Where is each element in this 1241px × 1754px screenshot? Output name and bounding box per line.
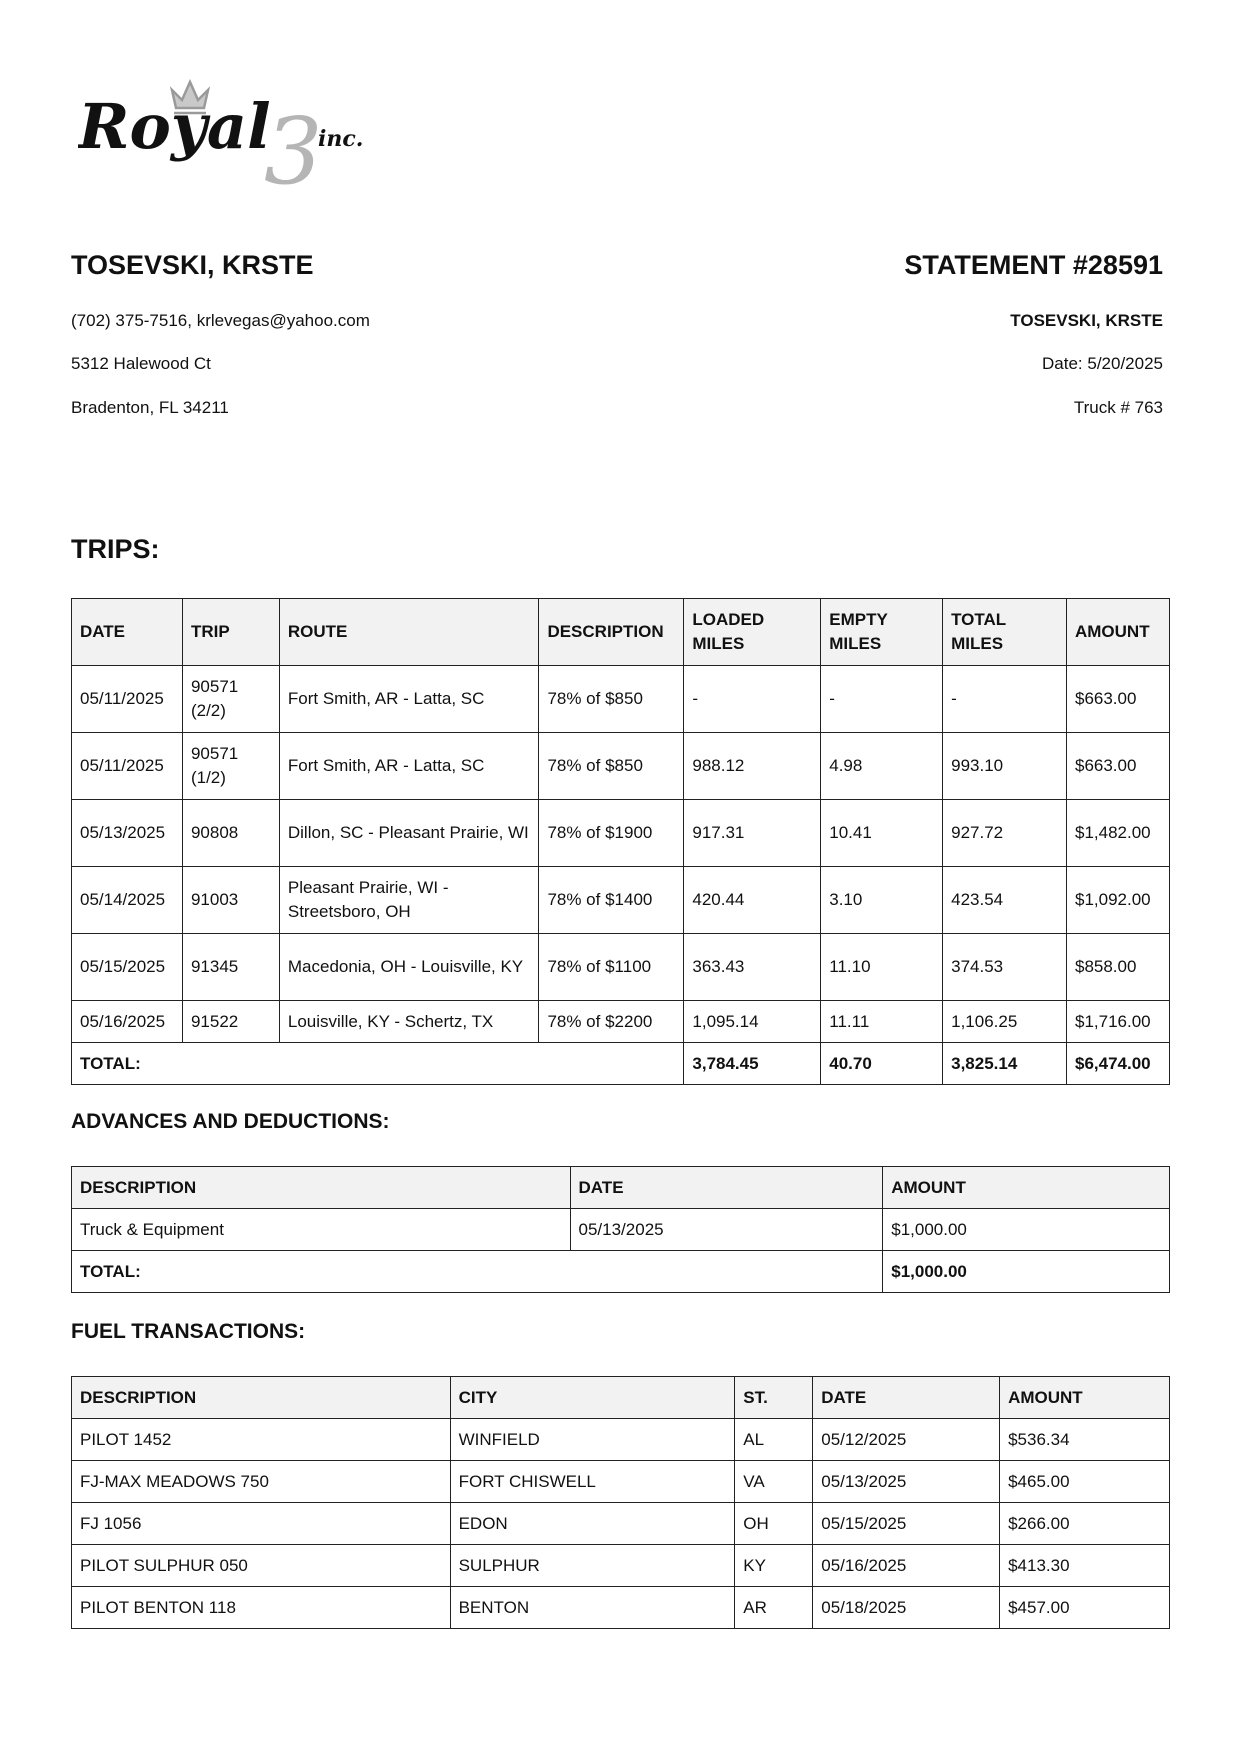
total-miles: 3,825.14 <box>943 1043 1067 1085</box>
cell: 927.72 <box>943 800 1067 867</box>
total-label: TOTAL: <box>72 1043 684 1085</box>
col-route: ROUTE <box>279 599 539 666</box>
table-row <box>72 1419 1170 1461</box>
cell: 91345 <box>182 934 279 1001</box>
cell: KY <box>735 1545 813 1587</box>
cell: FJ-MAX MEADOWS 750 <box>72 1461 451 1503</box>
cell: 05/11/2025 <box>72 666 183 733</box>
total-empty-miles: 40.70 <box>821 1043 943 1085</box>
total-amount: $1,000.00 <box>883 1251 1170 1293</box>
col-description: DESCRIPTION <box>72 1377 451 1419</box>
cell: $1,482.00 <box>1066 800 1169 867</box>
cell: Fort Smith, AR - Latta, SC <box>279 666 539 733</box>
cell: VA <box>735 1461 813 1503</box>
table-row <box>72 800 1170 867</box>
col-trip: TRIP <box>182 599 279 666</box>
advances-header-row <box>72 1167 1170 1209</box>
col-empty-miles: EMPTY MILES <box>821 599 943 666</box>
cell: 91003 <box>182 867 279 934</box>
cell: FORT CHISWELL <box>450 1461 735 1503</box>
cell: 05/11/2025 <box>72 733 183 800</box>
logo-word: Royal <box>78 90 271 163</box>
cell: $663.00 <box>1066 733 1169 800</box>
col-loaded-miles: LOADED MILES <box>684 599 821 666</box>
cell: 917.31 <box>684 800 821 867</box>
cell: 05/12/2025 <box>813 1419 1000 1461</box>
cell: $266.00 <box>1000 1503 1170 1545</box>
table-row <box>72 1503 1170 1545</box>
cell: Macedonia, OH - Louisville, KY <box>279 934 539 1001</box>
col-total-miles: TOTAL MILES <box>943 599 1067 666</box>
col-date: DATE <box>813 1377 1000 1419</box>
driver-address-city: Bradenton, FL 34211 <box>71 398 229 417</box>
table-row <box>72 733 1170 800</box>
col-description: DESCRIPTION <box>539 599 684 666</box>
cell: $1,000.00 <box>883 1209 1170 1251</box>
cell: $413.30 <box>1000 1545 1170 1587</box>
cell: 05/13/2025 <box>72 800 183 867</box>
driver-contact: (702) 375-7516, krlevegas@yahoo.com <box>71 311 370 330</box>
cell: 11.11 <box>821 1001 943 1043</box>
cell: 91522 <box>182 1001 279 1043</box>
trips-heading: TRIPS: <box>71 534 160 564</box>
cell: 78% of $850 <box>539 666 684 733</box>
fuel-heading: FUEL TRANSACTIONS: <box>71 1320 306 1343</box>
col-date: DATE <box>570 1167 883 1209</box>
table-row <box>72 1587 1170 1629</box>
cell: - <box>943 666 1067 733</box>
table-row <box>72 867 1170 934</box>
fuel-table <box>71 1376 1170 1629</box>
cell: $536.34 <box>1000 1419 1170 1461</box>
statement-truck: Truck # 763 <box>1073 398 1163 417</box>
cell: 05/16/2025 <box>72 1001 183 1043</box>
cell: 1,095.14 <box>684 1001 821 1043</box>
cell: 78% of $2200 <box>539 1001 684 1043</box>
cell: 78% of $1900 <box>539 800 684 867</box>
cell: WINFIELD <box>450 1419 735 1461</box>
cell: 4.98 <box>821 733 943 800</box>
table-row <box>72 1209 1170 1251</box>
cell: $465.00 <box>1000 1461 1170 1503</box>
cell: 05/15/2025 <box>72 934 183 1001</box>
cell: Pleasant Prairie, WI - Streetsboro, OH <box>279 867 539 934</box>
cell: - <box>684 666 821 733</box>
cell: 90571 (1/2) <box>182 733 279 800</box>
cell: 11.10 <box>821 934 943 1001</box>
total-loaded-miles: 3,784.45 <box>684 1043 821 1085</box>
cell: EDON <box>450 1503 735 1545</box>
cell: 1,106.25 <box>943 1001 1067 1043</box>
cell: - <box>821 666 943 733</box>
cell: PILOT BENTON 118 <box>72 1587 451 1629</box>
cell: 10.41 <box>821 800 943 867</box>
cell: 988.12 <box>684 733 821 800</box>
cell: $1,092.00 <box>1066 867 1169 934</box>
cell: 90571 (2/2) <box>182 666 279 733</box>
cell: $1,716.00 <box>1066 1001 1169 1043</box>
cell: PILOT 1452 <box>72 1419 451 1461</box>
logo-suffix: inc. <box>318 126 364 152</box>
cell: Fort Smith, AR - Latta, SC <box>279 733 539 800</box>
cell: $858.00 <box>1066 934 1169 1001</box>
cell: 05/13/2025 <box>570 1209 883 1251</box>
cell: Truck & Equipment <box>72 1209 571 1251</box>
cell: AR <box>735 1587 813 1629</box>
logo-numeral: 3 <box>264 98 323 188</box>
cell: 423.54 <box>943 867 1067 934</box>
total-label: TOTAL: <box>72 1251 883 1293</box>
cell: Louisville, KY - Schertz, TX <box>279 1001 539 1043</box>
cell: 363.43 <box>684 934 821 1001</box>
trips-total-row <box>72 1043 1170 1085</box>
driver-name: TOSEVSKI, KRSTE <box>71 250 314 280</box>
table-row <box>72 1001 1170 1043</box>
col-amount: AMOUNT <box>1066 599 1169 666</box>
fuel-header-row <box>72 1377 1170 1419</box>
company-logo <box>78 78 378 188</box>
cell: FJ 1056 <box>72 1503 451 1545</box>
cell: 420.44 <box>684 867 821 934</box>
trips-table <box>71 598 1170 1085</box>
total-amount: $6,474.00 <box>1066 1043 1169 1085</box>
cell: 05/16/2025 <box>813 1545 1000 1587</box>
cell: OH <box>735 1503 813 1545</box>
cell: 3.10 <box>821 867 943 934</box>
col-amount: AMOUNT <box>883 1167 1170 1209</box>
statement-date: Date: 5/20/2025 <box>1042 354 1163 373</box>
advances-heading: ADVANCES AND DEDUCTIONS: <box>71 1110 390 1133</box>
col-state: ST. <box>735 1377 813 1419</box>
col-description: DESCRIPTION <box>72 1167 571 1209</box>
cell: 993.10 <box>943 733 1067 800</box>
cell: Dillon, SC - Pleasant Prairie, WI <box>279 800 539 867</box>
trips-header-row <box>72 599 1170 666</box>
table-row <box>72 666 1170 733</box>
cell: BENTON <box>450 1587 735 1629</box>
cell: 05/18/2025 <box>813 1587 1000 1629</box>
col-date: DATE <box>72 599 183 666</box>
table-row <box>72 1545 1170 1587</box>
cell: 78% of $850 <box>539 733 684 800</box>
cell: 05/15/2025 <box>813 1503 1000 1545</box>
cell: PILOT SULPHUR 050 <box>72 1545 451 1587</box>
cell: 78% of $1100 <box>539 934 684 1001</box>
col-city: CITY <box>450 1377 735 1419</box>
cell: 374.53 <box>943 934 1067 1001</box>
table-row <box>72 934 1170 1001</box>
statement-title: STATEMENT #28591 <box>904 250 1163 280</box>
cell: 05/14/2025 <box>72 867 183 934</box>
cell: 90808 <box>182 800 279 867</box>
cell: $663.00 <box>1066 666 1169 733</box>
cell: $457.00 <box>1000 1587 1170 1629</box>
cell: AL <box>735 1419 813 1461</box>
table-row <box>72 1461 1170 1503</box>
col-amount: AMOUNT <box>1000 1377 1170 1419</box>
cell: SULPHUR <box>450 1545 735 1587</box>
advances-table <box>71 1166 1170 1293</box>
cell: 05/13/2025 <box>813 1461 1000 1503</box>
cell: 78% of $1400 <box>539 867 684 934</box>
statement-driver-name: TOSEVSKI, KRSTE <box>1010 311 1163 330</box>
driver-address-street: 5312 Halewood Ct <box>71 354 211 373</box>
advances-total-row <box>72 1251 1170 1293</box>
